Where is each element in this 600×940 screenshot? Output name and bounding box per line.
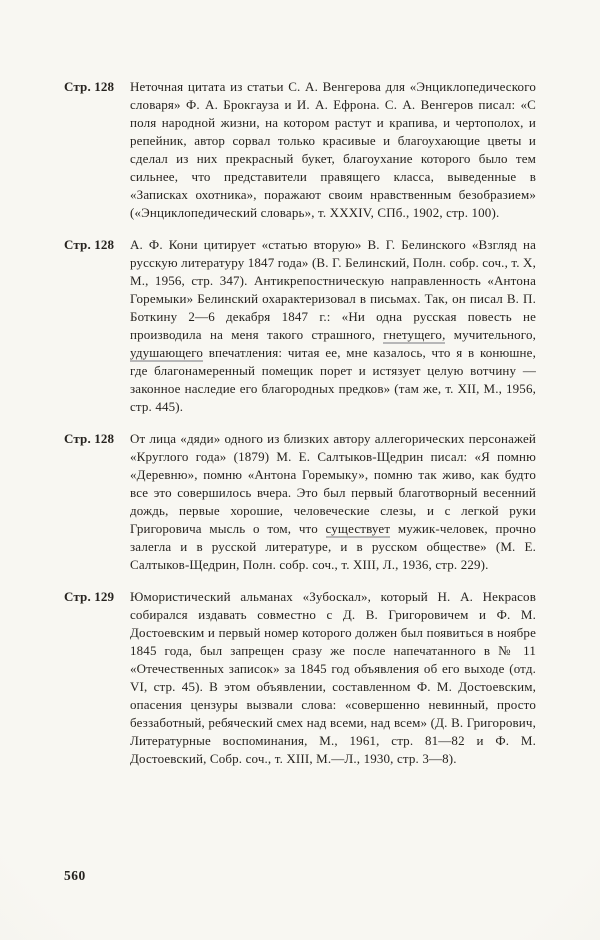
note-entry: [64, 78, 536, 222]
note-text: Юмористический альманах «Зубоскал», который Н. А. Некрасов собирался издавать совместно с Д. В. Григоровичем и Ф. М. Достоевским и первый номер которого должен был появиться в ноябре 1845 года, был запрещен сразу же после напечатанного в № 11 «Отечественных записок» за 1845 год объявления об его выходе (отд. VI, стр. 45). В этом объявлении, составленном Ф. М. Достоевским, опасения цензуры вызвали слова: «совершенно невинный, просто беззаботный, ребяческий смех над всеми, над всем» (Д. В. Григорович, Литературные воспоминания, М., 1961, стр. 81—82 и Ф. М. Достоевский, Собр. соч., т. XIII, М.—Л., 1930, стр. 3—8).: [130, 589, 536, 766]
note-text: Неточная цитата из статьи С. А. Венгерова для «Энциклопедического словаря» Ф. А. Брокгауза и И. А. Ефрона. С. А. Венгеров писал: «С поля народной жизни, на котором растут и крапива, и чертополох, и репейник, автор сорвал только красивые и благоухающие цветы и сделал из них прекрасный букет, благоухание которого было тем сильнее, что представители правящего класса, выведенные в «Записках охотника», поражают своим нравственным безобразием» («Энциклопедический словарь», т. XXXIV, СПб., 1902, стр. 100).: [130, 79, 536, 220]
note-text: А. Ф. Кони цитирует «статью вторую» В. Г. Белинского «Взгляд на русскую литературу 1847 года» (В. Г. Белинский, Полн. собр. соч., т. X, М., 1956, стр. 347). Антикрепостническую направленность «Антона Горемыки» Белинский охарактеризовал в письмах. Так, он писал В. П. Боткину 2—6 декабря 1847 г.: «Ни одна русская повесть не производила на меня такого страшного, гнетущего, мучительного, удушающего впечатления: читая ее, мне казалось, что я в конюшне, где благонамеренный помещик порет и истязует целую вотчину — законное наследие его благородных предков» (там же, т. XII, М., 1956, стр. 445).: [130, 237, 537, 414]
note-entry: [64, 236, 536, 416]
note-entry: [64, 588, 536, 768]
note-text: От лица «дяди» одного из близких автору аллегорических персонажей «Круглого года» (1879) М. Е. Салтыков-Щедрин писал: «Я помню «Деревню», помню «Антона Горемыку», помню так живо, как будто все это совершилось вчера. Это был первый благотворный весенний дождь, первые хорошие, человеческие слезы, и с легкой руки Григоровича мысль о том, что существует мужик-человек, прочно залегла и в русской литературе, и в русском обществе» (М. Е. Салтыков-Щедрин, Полн. собр. соч., т. XIII, Л., 1936, стр. 229).: [130, 431, 536, 572]
page-ref-label: Стр. 129: [64, 589, 115, 604]
note-entry: [64, 430, 536, 574]
page-number: 560: [64, 868, 86, 883]
pencil-underline-mark: удушающего: [130, 345, 204, 360]
pencil-underline-mark: существует: [325, 521, 391, 536]
pencil-underline-mark: гнетущего,: [383, 327, 446, 342]
page-ref-label: Стр. 128: [64, 237, 115, 252]
page-ref-label: Стр. 128: [64, 431, 115, 446]
notes-section: [64, 78, 536, 768]
page-ref-label: Стр. 128: [64, 79, 115, 94]
